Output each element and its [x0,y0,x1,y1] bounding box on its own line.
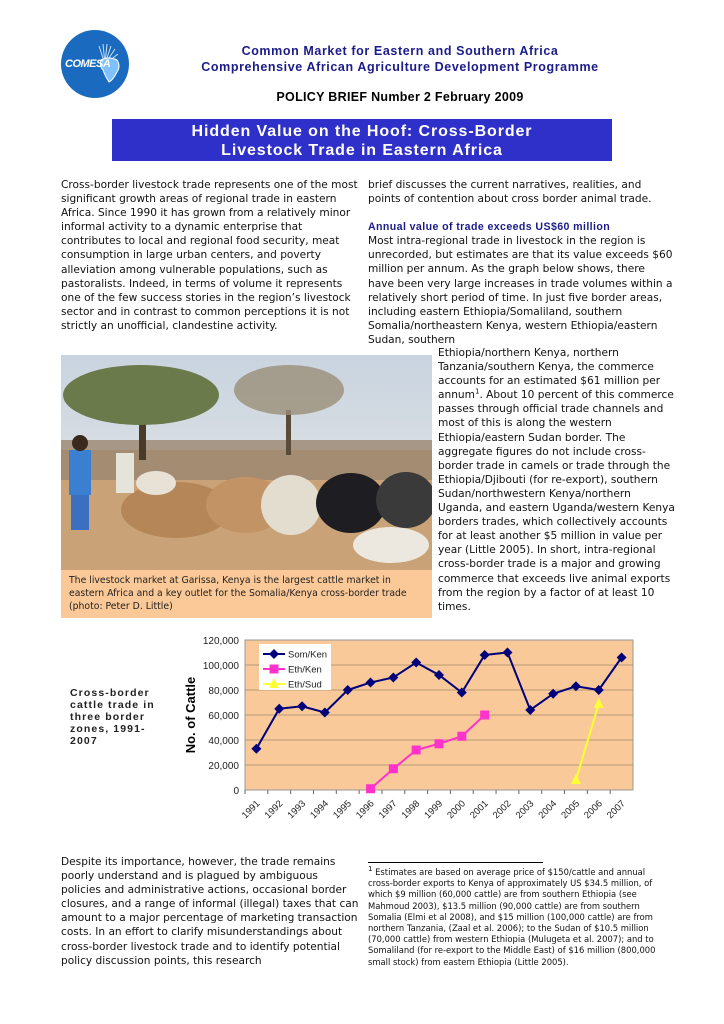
data-point-eth-ken [412,746,421,755]
bottom-paragraph: Despite its importance, however, the trade remains poorly understand and is plagued by ambiguous policies and administrative actions, occasional border closures, and a range of informal (illegal) taxes that can amount to a major percentage of marketing transaction costs. In an effort to clarify misunderstandings about cross-border livestock trade and to identify potential policy discussion points, this research [61,856,359,967]
data-point-eth-ken [389,764,398,773]
footnote [368,867,668,968]
x-tick-label: 1995 [331,798,354,822]
x-tick-label: 2001 [468,798,491,822]
x-tick-label: 1994 [308,798,332,822]
x-tick-label: 1997 [376,798,400,822]
x-tick-label: 2000 [445,798,468,822]
footnote-ref[interactable]: 1 [474,387,480,396]
y-tick-label: 0 [233,786,239,797]
cattle-trade-chart [170,630,670,845]
y-tick-label: 100,000 [202,661,239,672]
footnote-marker: 1 [368,865,373,874]
y-axis-label: No. of Cattle [183,676,198,754]
section-text-b-post: . About 10 percent of this commerce passes through official trade channels and most of this is along the western Ethiopia/eastern Sudan border. The aggregate figures do not include cross-border trade in camels or trade through the Ethiopia/Djibouti (for re-export), southern Sudan/northwestern Kenya/northern Uganda, and eastern Uganda/western Kenya borders trades, which collectively accounts for at least another $5 million in value per year (Little 2005). In short, intra-regional cross-border trade is a major and growing commerce that exceeds live animal exports from the region by a factor of at least 10 times. [438,389,675,613]
continuation-text: brief discusses the current narratives, realities, and points of contention about cross border animal trade. [368,179,652,206]
y-tick-label: 20,000 [208,761,239,772]
footnote-divider [368,862,543,863]
x-tick-label: 1996 [353,798,377,822]
logo-text: COMESA [65,58,111,70]
x-tick-label: 1993 [285,798,309,822]
org-name: Common Market for Eastern and Southern Africa [241,44,559,58]
section-text-b [438,346,678,614]
section-text-b-pre: Ethiopia/northern Kenya, northern Tanzania/southern Kenya, the commerce accounts for an estimated $61 million per annum [438,347,661,402]
footnote-text: Estimates are based on average price of $150/cattle and annual cross-border exports to Kenya of approximately US $34.5 million, of which $9 million (60,000 cattle) are from southern Ethiopia (see Mahmoud 2003), $13.5 million (90,000 cattle) are from southern Somalia (Elmi et al 2008), and $15 million (100,000 cattle) are from northern Tanzania, (Zaal et al. 2006); to the Sudan of $10.5 million (70,000 cattle) from western Ethiopia (Mulugeta et al. 2007); and to Somaliland (for re-export to the Middle East) of $16 million (800,000 small stock) from eastern Ethiopia (Little 2005). [368,867,656,967]
x-tick-label: 1991 [239,798,263,822]
x-tick-label: 2006 [582,798,605,822]
title-line-2: Livestock Trade in Eastern Africa [221,142,503,159]
legend-label: Eth/Ken [288,664,322,676]
title-banner [112,119,612,161]
comesa-logo [61,30,129,98]
legend-label: Som/Ken [288,649,328,661]
livestock-market-photo [61,355,432,570]
section-text-a: Most intra-regional trade in livestock in the region is unrecorded, but estimates are that its value exceeds $60 million per annum. As the graph below shows, there have been very large increases in trade volumes within a relatively short period of time. In just five border areas, including eastern Ethiopia/Somaliland, southern Somalia/northeastern Kenya, western Ethiopia/eastern Sudan, southern [368,235,673,346]
x-tick-label: 2005 [559,798,583,822]
chart-label: Cross-border cattle trade in three border zones, 1991-2007 [70,687,155,747]
right-column-top [368,178,673,347]
programme-name: Comprehensive African Agriculture Development Programme [201,60,599,74]
x-tick-label: 2007 [604,798,628,822]
policy-brief-number: POLICY BRIEF Number 2 February 2009 [276,90,524,104]
data-point-eth-ken [480,711,489,720]
section-heading: Annual value of trade exceeds US$60 million [368,221,611,234]
y-tick-label: 120,000 [202,636,239,647]
data-point-eth-ken [435,739,444,748]
x-tick-label: 2002 [490,798,514,822]
x-tick-label: 1999 [422,798,446,822]
data-point-eth-ken [366,784,375,793]
legend-label: Eth/Sud [288,679,322,691]
y-tick-label: 60,000 [208,711,239,722]
title-line-1: Hidden Value on the Hoof: Cross-Border [191,123,533,140]
intro-paragraph: Cross-border livestock trade represents one of the most significant growth areas of regional trade in eastern Africa. Since 1990 it has grown from a relatively minor informal activity to a dynamic enterprise that contributes to local and regional food security, meat consumption in large urban centers, and poverty alleviation among vulnerable populations, such as pastoralists. Indeed, in terms of volume it represents one of the few success stories in the region’s livestock sector and in contrast to common perceptions it is not strictly an unofficial, clandestine activity. [61,179,358,332]
photo-caption: The livestock market at Garissa, Kenya is the largest cattle market in eastern Africa and a key outlet for the Somalia/Kenya cross-border trade (photo: Peter D. Little) [61,570,432,618]
y-tick-label: 40,000 [208,736,239,747]
x-tick-label: 2003 [513,798,537,822]
x-tick-label: 2004 [536,798,560,822]
legend-marker [270,665,279,674]
x-tick-label: 1992 [262,798,286,822]
y-tick-label: 80,000 [208,686,239,697]
x-tick-label: 1998 [399,798,423,822]
data-point-eth-ken [457,732,466,741]
